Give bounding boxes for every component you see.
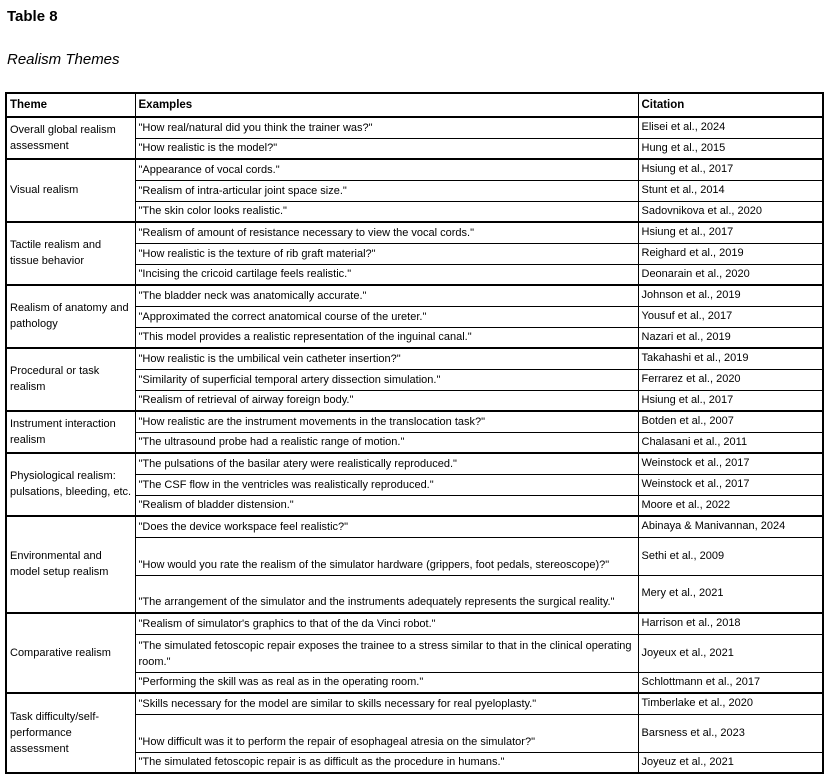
theme-cell: Procedural or task realism (6, 348, 135, 411)
citation-cell: Takahashi et al., 2019 (638, 348, 823, 369)
example-cell: "How realistic are the instrument movements in the translocation task?" (135, 411, 638, 432)
citation-cell: Nazari et al., 2019 (638, 327, 823, 348)
table-caption: Realism Themes (7, 51, 120, 68)
citation-cell: Sethi et al., 2009 (638, 537, 823, 575)
citation-cell: Stunt et al., 2014 (638, 180, 823, 201)
example-cell: "How realistic is the umbilical vein catheter insertion?" (135, 348, 638, 369)
table-row (6, 285, 823, 306)
example-cell: "This model provides a realistic representation of the inguinal canal." (135, 327, 638, 348)
citation-cell: Barsness et al., 2023 (638, 714, 823, 752)
example-cell: "The ultrasound probe had a realistic range of motion." (135, 432, 638, 453)
citation-cell: Deonarain et al., 2020 (638, 264, 823, 285)
citation-cell: Weinstock et al., 2017 (638, 453, 823, 474)
example-cell: "Skills necessary for the model are similar to skills necessary for real pyeloplasty." (135, 693, 638, 714)
example-cell: "How realistic is the texture of rib graft material?" (135, 243, 638, 264)
example-cell: "The bladder neck was anatomically accurate." (135, 285, 638, 306)
table-row (6, 159, 823, 180)
citation-cell: Johnson et al., 2019 (638, 285, 823, 306)
citation-cell: Schlottmann et al., 2017 (638, 672, 823, 693)
example-cell: "Does the device workspace feel realistic?" (135, 516, 638, 537)
example-cell: "The simulated fetoscopic repair is as difficult as the procedure in humans." (135, 752, 638, 773)
citation-cell: Hung et al., 2015 (638, 138, 823, 159)
example-cell: "How would you rate the realism of the simulator hardware (grippers, foot pedals, stereoscope)?" (135, 537, 638, 575)
table-row (6, 613, 823, 634)
theme-cell: Overall global realism assessment (6, 117, 135, 159)
citation-cell: Yousuf et al., 2017 (638, 306, 823, 327)
example-cell: "The simulated fetoscopic repair exposes the trainee to a stress similar to that in the clinical operating room." (135, 634, 638, 672)
citation-cell: Mery et al., 2021 (638, 575, 823, 613)
citation-cell: Reighard et al., 2019 (638, 243, 823, 264)
theme-cell: Instrument interaction realism (6, 411, 135, 453)
citation-cell: Joyeux et al., 2021 (638, 634, 823, 672)
citation-cell: Hsiung et al., 2017 (638, 390, 823, 411)
theme-cell: Physiological realism: pulsations, bleeding, etc. (6, 453, 135, 516)
example-cell: "Realism of simulator's graphics to that of the da Vinci robot." (135, 613, 638, 634)
citation-cell: Weinstock et al., 2017 (638, 474, 823, 495)
table-row (6, 222, 823, 243)
citation-cell: Abinaya & Manivannan, 2024 (638, 516, 823, 537)
citation-cell: Joyeuz et al., 2021 (638, 752, 823, 773)
theme-cell: Task difficulty/self-performance assessment (6, 693, 135, 773)
table-row (6, 348, 823, 369)
table-row (6, 117, 823, 138)
table-row (6, 453, 823, 474)
example-cell: "The CSF flow in the ventricles was realistically reproduced." (135, 474, 638, 495)
example-cell: "Realism of bladder distension." (135, 495, 638, 516)
citation-cell: Hsiung et al., 2017 (638, 222, 823, 243)
citation-cell: Sadovnikova et al., 2020 (638, 201, 823, 222)
theme-cell: Tactile realism and tissue behavior (6, 222, 135, 285)
citation-cell: Harrison et al., 2018 (638, 613, 823, 634)
table-label: Table 8 (7, 8, 58, 25)
example-cell: "How real/natural did you think the trainer was?" (135, 117, 638, 138)
example-cell: "Performing the skill was as real as in the operating room." (135, 672, 638, 693)
example-cell: "Appearance of vocal cords." (135, 159, 638, 180)
example-cell: "How realistic is the model?" (135, 138, 638, 159)
citation-cell: Botden et al., 2007 (638, 411, 823, 432)
citation-cell: Timberlake et al., 2020 (638, 693, 823, 714)
citation-cell: Ferrarez et al., 2020 (638, 369, 823, 390)
example-cell: "How difficult was it to perform the repair of esophageal atresia on the simulator?" (135, 714, 638, 752)
example-cell: "Similarity of superficial temporal artery dissection simulation." (135, 369, 638, 390)
table-row (6, 516, 823, 537)
example-cell: "The pulsations of the basilar atery were realistically reproduced." (135, 453, 638, 474)
citation-cell: Moore et al., 2022 (638, 495, 823, 516)
citation-cell: Chalasani et al., 2011 (638, 432, 823, 453)
example-cell: "Incising the cricoid cartilage feels realistic." (135, 264, 638, 285)
table-row (6, 411, 823, 432)
theme-cell: Environmental and model setup realism (6, 516, 135, 613)
header-row (6, 93, 823, 117)
theme-cell: Realism of anatomy and pathology (6, 285, 135, 348)
column-header-theme: Theme (6, 93, 135, 117)
example-cell: "Realism of amount of resistance necessary to view the vocal cords." (135, 222, 638, 243)
example-cell: "Approximated the correct anatomical course of the ureter." (135, 306, 638, 327)
theme-cell: Comparative realism (6, 613, 135, 693)
example-cell: "The skin color looks realistic." (135, 201, 638, 222)
citation-cell: Elisei et al., 2024 (638, 117, 823, 138)
realism-themes-table (5, 92, 824, 774)
citation-cell: Hsiung et al., 2017 (638, 159, 823, 180)
column-header-examples: Examples (135, 93, 638, 117)
theme-cell: Visual realism (6, 159, 135, 222)
example-cell: "The arrangement of the simulator and the instruments adequately represents the surgical reality." (135, 575, 638, 613)
table-row (6, 693, 823, 714)
column-header-citation: Citation (638, 93, 823, 117)
example-cell: "Realism of intra-articular joint space size." (135, 180, 638, 201)
example-cell: "Realism of retrieval of airway foreign body." (135, 390, 638, 411)
